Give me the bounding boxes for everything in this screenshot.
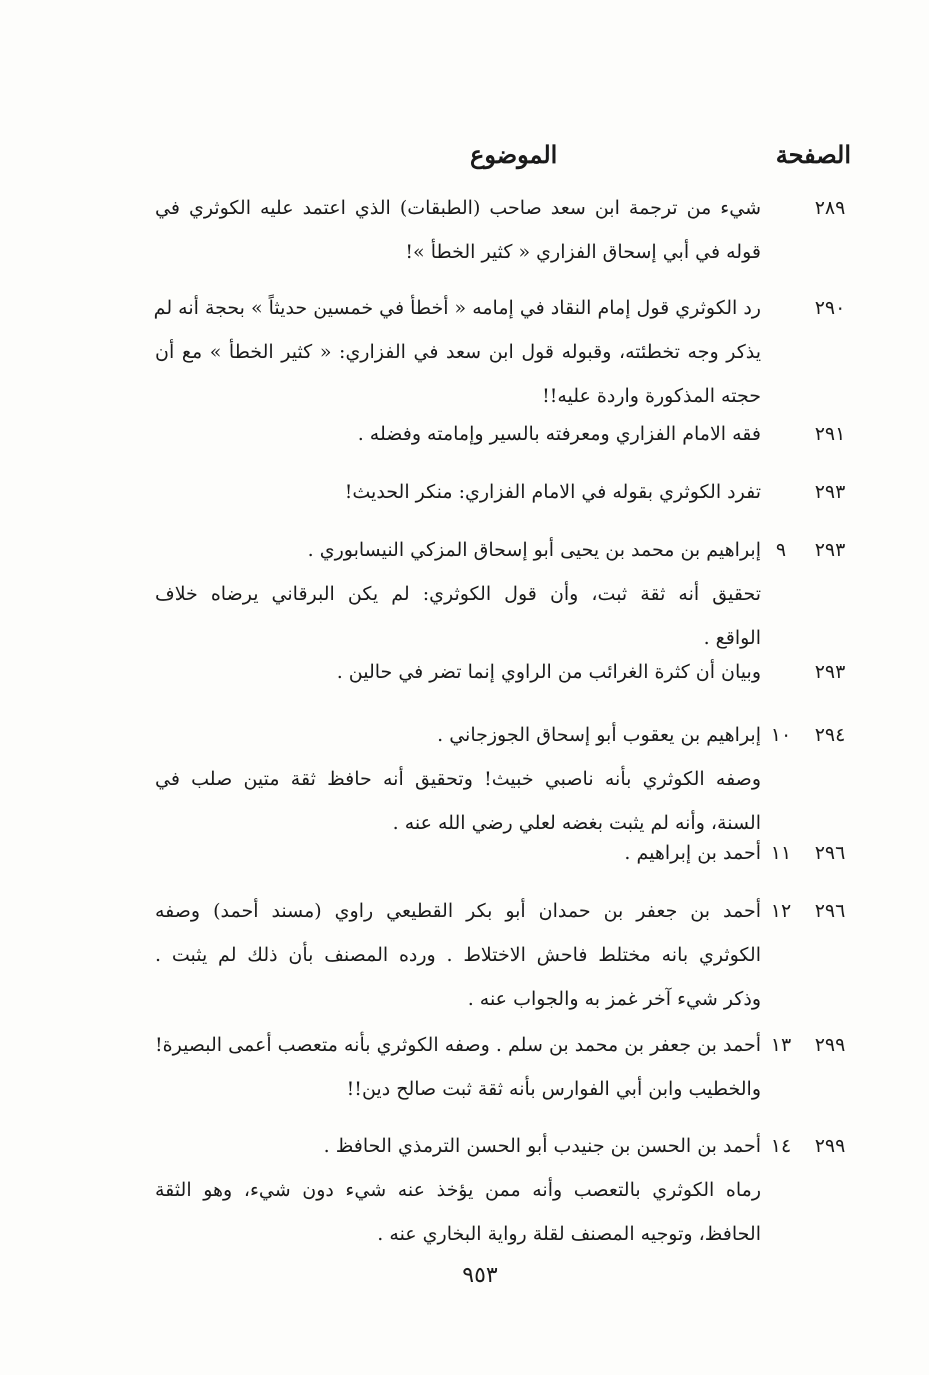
entry-text: رد الكوثري قول إمام النقاد في إمامه « أخطأ في خمسين حديثاً » بحجة أنه لم — [153, 297, 761, 319]
entry-text: إبراهيم بن يعقوب أبو إسحاق الجوزجاني . — [437, 724, 761, 746]
entry-line — [151, 977, 851, 1021]
entry-text: وبيان أن كثرة الغرائب من الراوي إنما تضر في حالين . — [336, 661, 761, 683]
entry-text: وذكر شيء آخر غمز به والجواب عنه . — [467, 988, 761, 1010]
page-column-header: الصفحة — [775, 140, 851, 169]
entry-text: تحقيق أنه ثقة ثبت، وأن قول الكوثري: لم يكن البرقاني يرضاه خلاف — [155, 583, 761, 605]
entry-text: يذكر وجه تخطئته، وقبوله قول ابن سعد في الفزاري: « كثير الخطأ » مع أن — [155, 341, 761, 363]
toc-entry — [151, 186, 851, 274]
entry-line — [151, 186, 851, 230]
entry-text: أحمد بن جعفر بن محمد بن سلم . وصفه الكوثري بأنه متعصب أعمى البصيرة! — [155, 1034, 761, 1056]
toc-entry — [151, 1124, 851, 1256]
entry-biography-number: ١١ — [770, 842, 792, 864]
entry-line — [151, 757, 851, 801]
entry-line — [151, 1067, 851, 1111]
entry-line — [151, 230, 851, 274]
toc-entry — [151, 470, 851, 514]
entry-text: تفرد الكوثري بقوله في الامام الفزاري: منكر الحديث! — [344, 481, 761, 503]
entry-biography-number: ٩ — [775, 539, 787, 561]
entry-page-number: ٢٩٤ — [814, 724, 846, 746]
entry-line — [151, 889, 851, 933]
entry-line — [151, 528, 851, 572]
entry-line — [151, 286, 851, 330]
entry-text: قوله في أبي إسحاق الفزاري « كثير الخطأ »! — [405, 241, 761, 263]
entry-line — [151, 330, 851, 374]
toc-entry — [151, 889, 851, 1021]
entry-text: فقه الامام الفزاري ومعرفته بالسير وإمامته وفضله . — [357, 423, 761, 445]
entry-text: رماه الكوثري بالتعصب وأنه ممن يؤخذ عنه شيء دون شيء، وهو الثقة — [155, 1179, 761, 1201]
entry-text: أحمد بن جعفر بن حمدان أبو بكر القطيعي راوي (مسند أحمد) وصفه — [155, 900, 761, 922]
entry-page-number: ٢٩٣ — [814, 481, 846, 503]
toc-entry — [151, 286, 851, 418]
entry-line — [151, 1124, 851, 1168]
entry-line — [151, 713, 851, 757]
toc-entry — [151, 713, 851, 845]
entry-text: حجته المذكورة واردة عليه!! — [542, 385, 761, 407]
entry-line — [151, 831, 851, 875]
entry-line — [151, 1023, 851, 1067]
entry-text: السنة، وأنه لم يثبت بغضه لعلي رضي الله عنه . — [392, 812, 761, 834]
toc-entry — [151, 528, 851, 660]
page-number: ٩٥٣ — [462, 1263, 498, 1288]
entry-page-number: ٢٩٣ — [814, 661, 846, 683]
toc-entry — [151, 650, 851, 694]
entry-text: شيء من ترجمة ابن سعد صاحب (الطبقات) الذي اعتمد عليه الكوثري في — [155, 197, 761, 219]
toc-entry — [151, 412, 851, 456]
entry-page-number: ٢٩٦ — [814, 842, 846, 864]
entry-page-number: ٢٩٠ — [814, 297, 846, 319]
toc-entry — [151, 831, 851, 875]
entry-line — [151, 412, 851, 456]
entry-text: الحافظ، وتوجيه المصنف لقلة رواية البخاري عنه . — [377, 1223, 761, 1245]
entry-line — [151, 650, 851, 694]
entry-line — [151, 470, 851, 514]
entry-page-number: ٢٩٩ — [814, 1034, 846, 1056]
entry-text: إبراهيم بن محمد بن يحيى أبو إسحاق المزكي النيسابوري . — [307, 539, 761, 561]
entry-page-number: ٢٨٩ — [814, 197, 846, 219]
entry-text: الكوثري بانه مختلط فاحش الاختلاط . ورده المصنف بأن ذلك لم يثبت . — [155, 944, 761, 966]
entry-biography-number: ١٠ — [770, 724, 792, 746]
entry-biography-number: ١٤ — [770, 1135, 792, 1157]
entry-line — [151, 1168, 851, 1212]
entry-line — [151, 933, 851, 977]
entry-text: الواقع . — [703, 627, 761, 649]
entry-line — [151, 1212, 851, 1256]
entry-text: والخطيب وابن أبي الفوارس بأنه ثقة ثبت صالح دين!! — [346, 1078, 761, 1100]
entry-page-number: ٢٩٩ — [814, 1135, 846, 1157]
entry-page-number: ٢٩٦ — [814, 900, 846, 922]
toc-entry — [151, 1023, 851, 1111]
entry-text: أحمد بن الحسن بن جنيدب أبو الحسن الترمذي الحافظ . — [323, 1135, 761, 1157]
entry-page-number: ٢٩١ — [814, 423, 846, 445]
entry-page-number: ٢٩٣ — [814, 539, 846, 561]
entry-text: أحمد بن إبراهيم . — [624, 842, 761, 864]
entry-biography-number: ١٢ — [770, 900, 792, 922]
entry-line — [151, 572, 851, 616]
topic-column-header: الموضوع — [470, 140, 558, 169]
entry-biography-number: ١٣ — [770, 1034, 792, 1056]
entry-text: وصفه الكوثري بأنه ناصبي خبيث! وتحقيق أنه حافظ ثقة متين صلب في — [155, 768, 761, 790]
